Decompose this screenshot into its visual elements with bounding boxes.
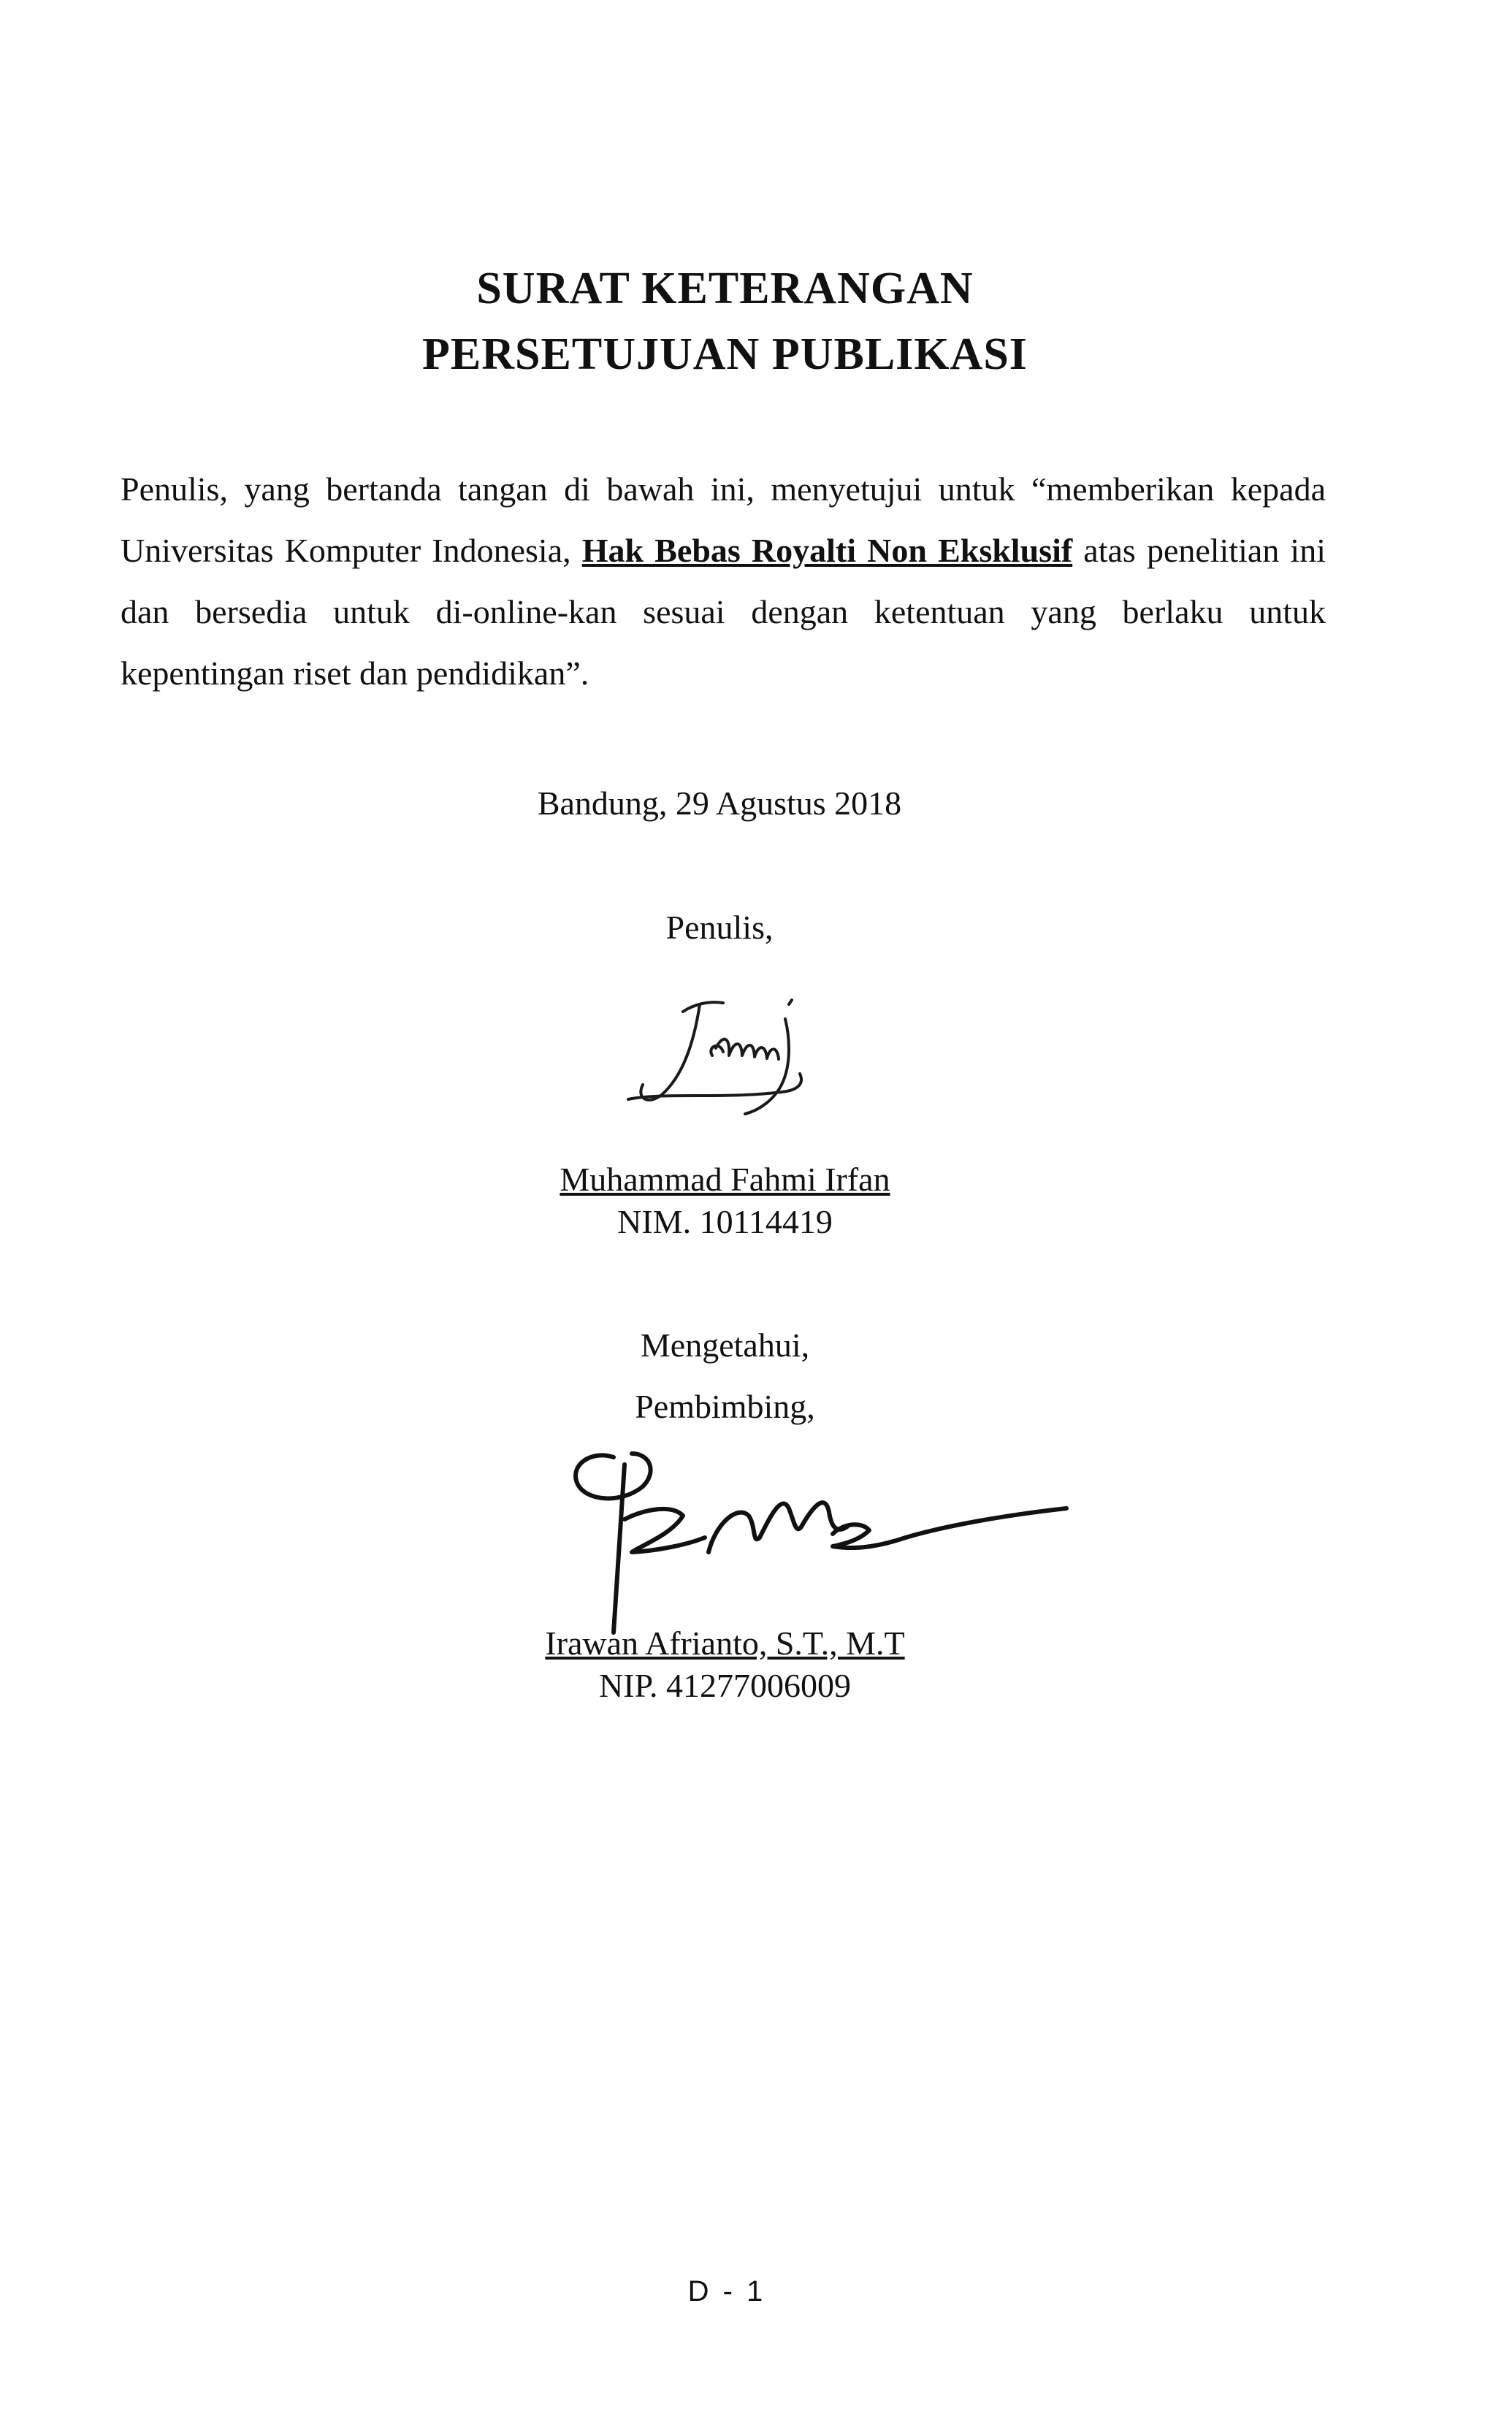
document-title xyxy=(0,256,1450,387)
author-role-label: Penulis, xyxy=(665,909,774,946)
title-line-2: PERSETUJUAN PUBLIKASI xyxy=(422,329,1028,379)
knowing-label: Mengetahui, xyxy=(640,1326,810,1364)
supervisor-id: NIP. 41277006009 xyxy=(598,1667,852,1704)
supervisor-role-label: Pembimbing, xyxy=(635,1388,815,1425)
place-date: Bandung, 29 Agustus 2018 xyxy=(537,784,902,822)
title-line-1: SURAT KETERANGAN xyxy=(476,264,974,313)
author-name: Muhammad Fahmi Irfan xyxy=(560,1161,890,1198)
statement-text-after: atas penelitian ini dan bersedia untuk di-online-kan sesuai dengan ketentuan yang berlaku untuk kepentingan riset dan pendidikan”. xyxy=(121,532,1326,692)
statement-text-before: Penulis, yang bertanda tangan di bawah ini, menyetujui untuk “memberikan kepada Universitas Komputer Indonesia, xyxy=(121,470,1326,569)
statement-paragraph xyxy=(121,459,1326,704)
supervisor-name: Irawan Afrianto, S.T., M.T xyxy=(545,1624,905,1662)
author-signature xyxy=(614,982,818,1125)
supervisor-signature xyxy=(562,1435,1074,1640)
page-number: D - 1 xyxy=(687,2275,766,2307)
statement-highlight: Hak Bebas Royalti Non Eksklusif xyxy=(581,532,1073,569)
author-id: NIM. 10114419 xyxy=(617,1203,833,1240)
